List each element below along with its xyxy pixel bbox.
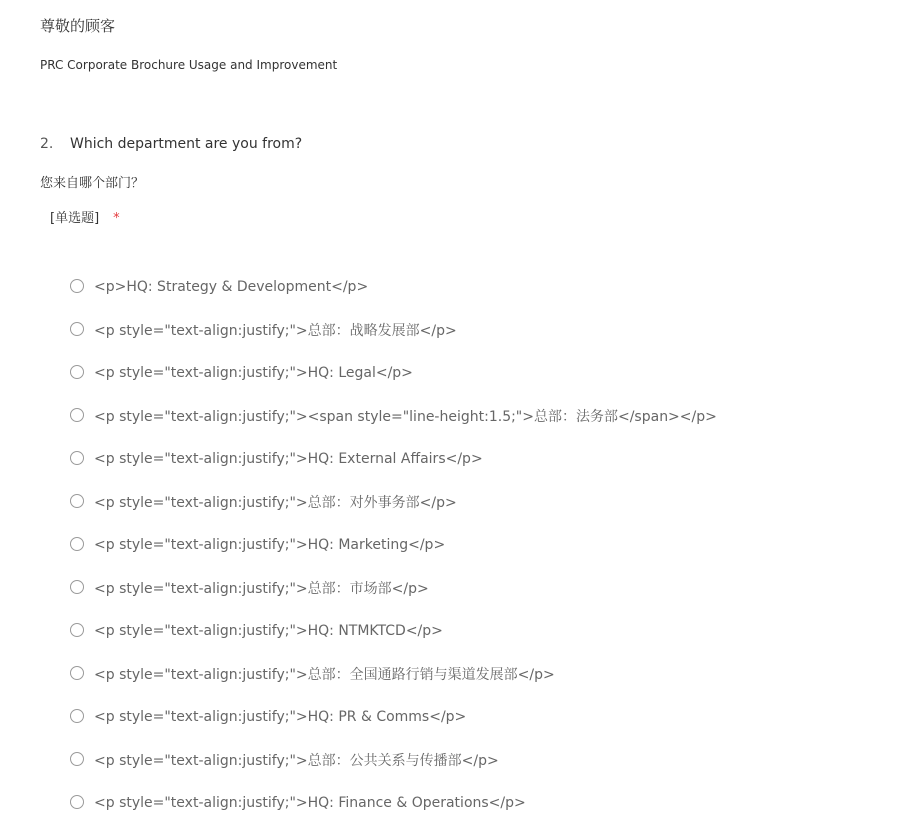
radio-button[interactable] (70, 623, 84, 637)
option-label[interactable]: <p>HQ: Strategy & Development</p> (94, 278, 369, 295)
radio-button[interactable] (70, 580, 84, 594)
option-item[interactable] (70, 784, 717, 827)
option-item[interactable] (70, 397, 717, 440)
option-item[interactable] (70, 268, 717, 311)
radio-button[interactable] (70, 709, 84, 723)
radio-button[interactable] (70, 408, 84, 422)
radio-button[interactable] (70, 666, 84, 680)
option-label[interactable]: <p style="text-align:justify;">HQ: Finance & Operations</p> (94, 794, 526, 811)
options-list (70, 268, 717, 827)
radio-button[interactable] (70, 494, 84, 508)
option-item[interactable] (70, 483, 717, 526)
option-item[interactable] (70, 655, 717, 698)
radio-button[interactable] (70, 279, 84, 293)
option-label[interactable]: <p style="text-align:justify;">HQ: External Affairs</p> (94, 450, 483, 467)
option-item[interactable] (70, 354, 717, 397)
option-item[interactable] (70, 698, 717, 741)
option-item[interactable] (70, 569, 717, 612)
option-label[interactable]: <p style="text-align:justify;">HQ: Legal</p> (94, 364, 413, 381)
question-type-label: [单选题] (50, 211, 100, 226)
option-item[interactable] (70, 311, 717, 354)
question-text: Which department are you from? (70, 136, 303, 152)
radio-button[interactable] (70, 322, 84, 336)
radio-button[interactable] (70, 365, 84, 379)
radio-button[interactable] (70, 451, 84, 465)
option-label[interactable]: <p style="text-align:justify;">HQ: NTMKTCD</p> (94, 622, 443, 639)
question-number: 2. (40, 136, 54, 152)
option-label[interactable]: <p style="text-align:justify;">总部：公共关系与传播部</p> (94, 752, 499, 769)
option-item[interactable] (70, 526, 717, 569)
option-label[interactable]: <p style="text-align:justify;">HQ: PR & Comms</p> (94, 708, 467, 725)
survey-title: PRC Corporate Brochure Usage and Improvement (40, 58, 338, 72)
question-heading (40, 136, 302, 152)
radio-button[interactable] (70, 537, 84, 551)
radio-button[interactable] (70, 795, 84, 809)
radio-button[interactable] (70, 752, 84, 766)
option-label[interactable]: <p style="text-align:justify;"><span style="line-height:1.5;">总部：法务部</span></p> (94, 408, 717, 425)
question-type-row (50, 207, 120, 226)
option-item[interactable] (70, 741, 717, 784)
option-label[interactable]: <p style="text-align:justify;">总部：全国通路行销与渠道发展部</p> (94, 666, 555, 683)
option-label[interactable]: <p style="text-align:justify;">总部：战略发展部</p> (94, 322, 457, 339)
greeting-text: 尊敬的顾客 (40, 17, 116, 35)
option-item[interactable] (70, 440, 717, 483)
option-item[interactable] (70, 612, 717, 655)
required-mark: * (113, 211, 120, 226)
question-subtitle: 您来自哪个部门？ (40, 176, 145, 191)
option-label[interactable]: <p style="text-align:justify;">HQ: Marketing</p> (94, 536, 446, 553)
option-label[interactable]: <p style="text-align:justify;">总部：对外事务部</p> (94, 494, 457, 511)
option-label[interactable]: <p style="text-align:justify;">总部：市场部</p> (94, 580, 429, 597)
